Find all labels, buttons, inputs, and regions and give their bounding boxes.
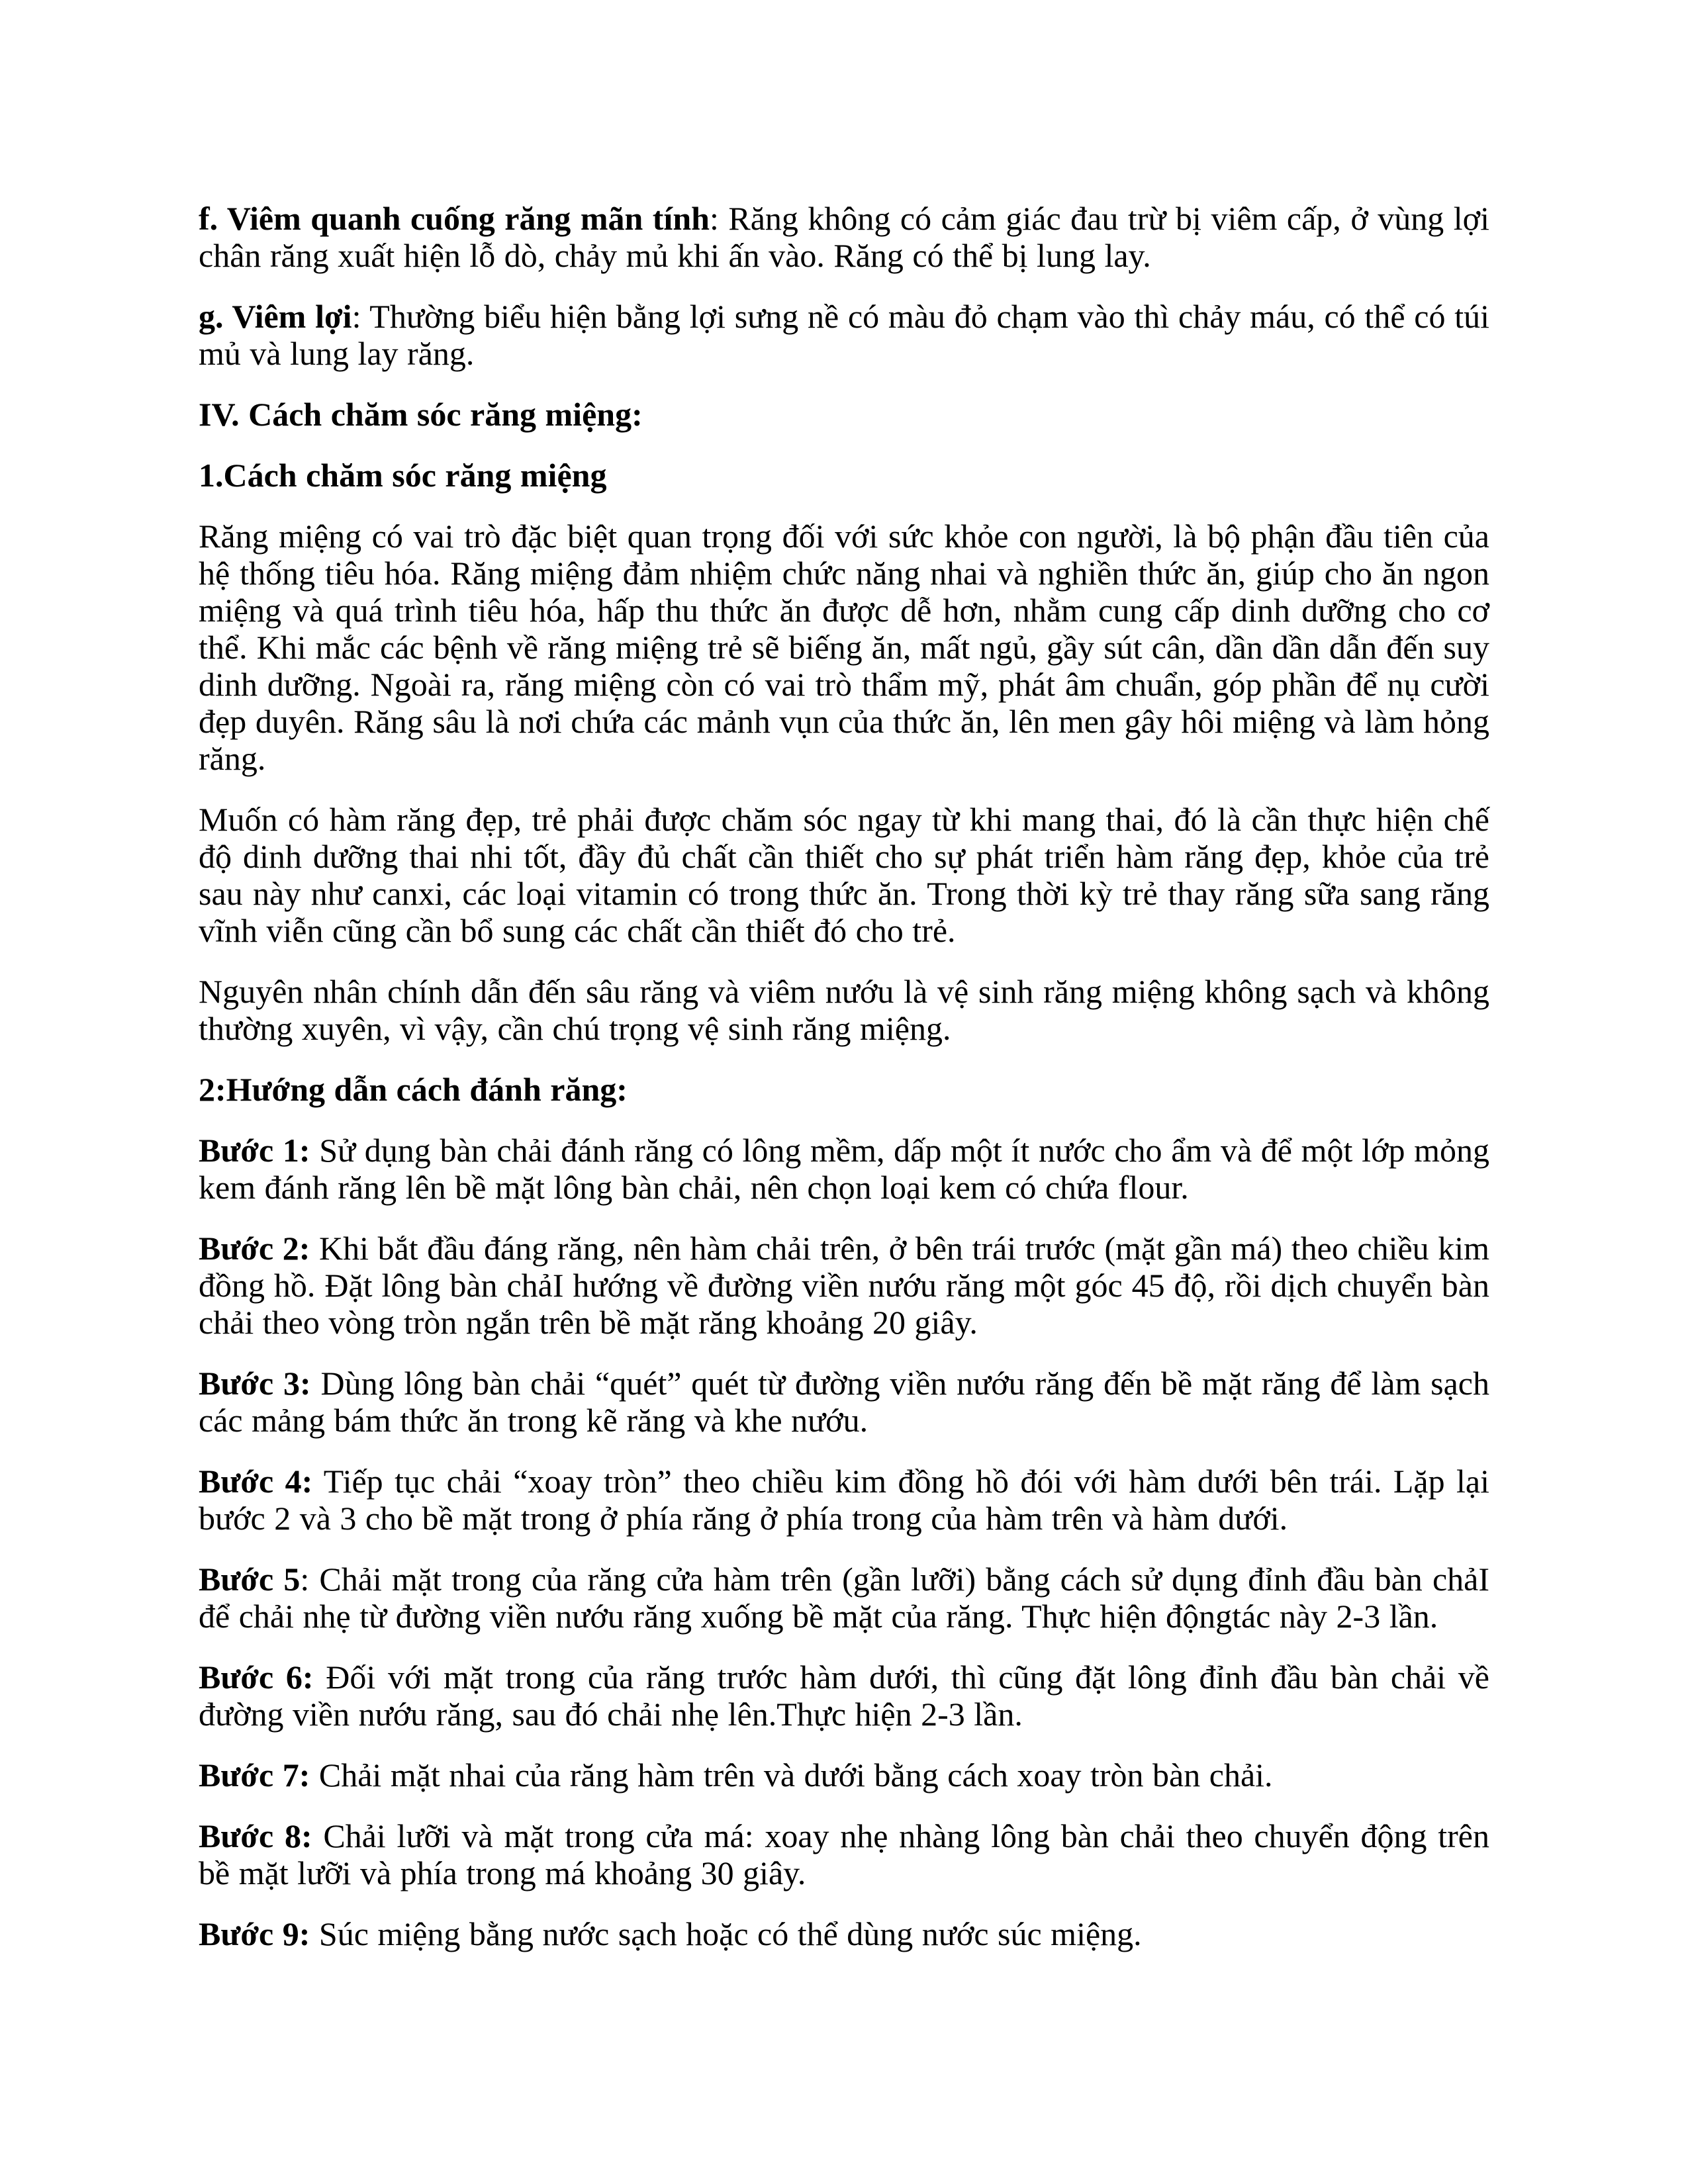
para-muon-co-ham-rang-dep-segment-0-text: Muốn có hàm răng đẹp, trẻ phải được chăm sóc ngay từ khi mang thai, đó là cần thực hiện chế độ dinh dưỡng thai nhi tốt, đầy đủ chất cần thiết cho sự phát triển hàm răng đẹp, khỏe của trẻ sau này như canxi, các loại vitamin có trong thức ăn. Trong thời kỳ trẻ thay răng sữa sang răng vĩnh viễn cũng cần bổ sung các chất cần thiết đó cho trẻ.: [199, 801, 1489, 949]
heading-1-cach-cham-soc: [199, 457, 1489, 494]
step-7-segment-0-label: Bước 7:: [199, 1756, 310, 1794]
step-4-segment-1-text: Tiếp tục chải “xoay tròn” theo chiều kim đồng hồ đói với hàm dưới bên trái. Lặp lại bước 2 và 3 cho bề mặt trong ở phía răng ở phía trong của hàm trên và hàm dưới.: [199, 1463, 1489, 1537]
step-6: [199, 1659, 1489, 1733]
step-6-segment-1-text: Đối với mặt trong của răng trước hàm dưới, thì cũng đặt lông đỉnh đầu bàn chải về đường viền nướu răng, sau đó chải nhẹ lên.Thực hiện 2-3 lần.: [199, 1659, 1489, 1733]
para-f-viem-quanh-cuong-segment-0-label: f. Viêm quanh cuống răng mãn tính: [199, 200, 710, 237]
step-7-segment-1-text: Chải mặt nhai của răng hàm trên và dưới bằng cách xoay tròn bàn chải.: [310, 1756, 1273, 1794]
heading-1-cach-cham-soc-segment-0-label: 1.Cách chăm sóc răng miệng: [199, 457, 607, 494]
step-3-segment-0-label: Bước 3:: [199, 1365, 311, 1402]
step-2-segment-1-text: Khi bắt đầu đáng răng, nên hàm chải trên, ở bên trái trước (mặt gần má) theo chiều kim đồng hồ. Đặt lông bàn chảI hướng về đường viền nướu răng một góc 45 độ, rồi dịch chuyển bàn chải theo vòng tròn ngắn trên bề mặt răng khoảng 20 giây.: [199, 1230, 1489, 1341]
step-9-segment-1-text: Súc miệng bằng nước sạch hoặc có thể dùng nước súc miệng.: [310, 1915, 1142, 1952]
document-content: [199, 200, 1489, 1952]
step-5-segment-0-label: Bước 5: [199, 1561, 301, 1598]
step-1-segment-1-text: Sử dụng bàn chải đánh răng có lông mềm, dấp một ít nước cho ẩm và để một lớp mỏng kem đánh răng lên bề mặt lông bàn chải, nên chọn loại kem có chứa flour.: [199, 1132, 1489, 1206]
step-6-segment-0-label: Bước 6:: [199, 1659, 314, 1696]
heading-2-huong-dan-danh-rang: [199, 1071, 1489, 1108]
step-1-segment-0-label: Bước 1:: [199, 1132, 310, 1169]
step-2: [199, 1230, 1489, 1341]
para-g-viem-loi-segment-1-text: : Thường biểu hiện bằng lợi sưng nề có màu đỏ chạm vào thì chảy máu, có thể có túi mủ và lung lay răng.: [199, 298, 1489, 372]
heading-iv-cach-cham-soc-segment-0-label: IV. Cách chăm sóc răng miệng:: [199, 396, 643, 433]
para-muon-co-ham-rang-dep: [199, 801, 1489, 949]
step-5-segment-1-text: : Chải mặt trong của răng cửa hàm trên (gần lưỡi) bằng cách sử dụng đỉnh đầu bàn chảI để chải nhẹ từ đường viền nướu răng xuống bề mặt của răng. Thực hiện độngtác này 2-3 lần.: [199, 1561, 1490, 1635]
step-2-segment-0-label: Bước 2:: [199, 1230, 310, 1267]
heading-iv-cach-cham-soc: [199, 396, 1489, 433]
step-8: [199, 1817, 1489, 1891]
step-9: [199, 1915, 1489, 1952]
step-7: [199, 1756, 1489, 1794]
para-vai-tro-rang-mieng-segment-0-text: Răng miệng có vai trò đặc biệt quan trọng đối với sức khỏe con người, là bộ phận đầu tiên của hệ thống tiêu hóa. Răng miệng đảm nhiệm chức năng nhai và nghiền thức ăn, giúp cho ăn ngon miệng và quá trình tiêu hóa, hấp thu thức ăn được dễ hơn, nhằm cung cấp dinh dưỡng cho cơ thể. Khi mắc các bệnh về răng miệng trẻ sẽ biếng ăn, mất ngủ, gầy sút cân, dần dần dẫn đến suy dinh dưỡng. Ngoài ra, răng miệng còn có vai trò thẩm mỹ, phát âm chuẩn, góp phần để nụ cười đẹp duyên. Răng sâu là nơi chứa các mảnh vụn của thức ăn, lên men gây hôi miệng và làm hỏng răng.: [199, 518, 1489, 777]
step-5: [199, 1561, 1489, 1635]
step-8-segment-0-label: Bước 8:: [199, 1817, 312, 1854]
step-3: [199, 1365, 1489, 1439]
para-f-viem-quanh-cuong: [199, 200, 1489, 274]
para-nguyen-nhan-chinh-segment-0-text: Nguyên nhân chính dẫn đến sâu răng và viêm nướu là vệ sinh răng miệng không sạch và không thường xuyên, vì vậy, cần chú trọng vệ sinh răng miệng.: [199, 973, 1489, 1047]
step-1: [199, 1132, 1489, 1206]
step-4-segment-0-label: Bước 4:: [199, 1463, 313, 1500]
para-nguyen-nhan-chinh: [199, 973, 1489, 1047]
para-g-viem-loi: [199, 298, 1489, 372]
para-f-viem-quanh-cuong-segment-1-text: : Răng không có cảm giác đau trừ bị viêm cấp, ở vùng lợi chân răng xuất hiện lỗ dò, chảy mủ khi ấn vào. Răng có thể bị lung lay.: [199, 200, 1489, 274]
step-3-segment-1-text: Dùng lông bàn chải “quét” quét từ đường viền nướu răng đến bề mặt răng để làm sạch các mảng bám thức ăn trong kẽ răng và khe nướu.: [199, 1365, 1489, 1439]
para-vai-tro-rang-mieng: [199, 518, 1489, 777]
para-g-viem-loi-segment-0-label: g. Viêm lợi: [199, 298, 352, 335]
step-8-segment-1-text: Chải lưỡi và mặt trong cửa má: xoay nhẹ nhàng lông bàn chải theo chuyển động trên bề mặt lưỡi và phía trong má khoảng 30 giây.: [199, 1817, 1489, 1891]
step-9-segment-0-label: Bước 9:: [199, 1915, 310, 1952]
step-4: [199, 1463, 1489, 1537]
heading-2-huong-dan-danh-rang-segment-0-label: 2:Hướng dẫn cách đánh răng:: [199, 1071, 628, 1108]
